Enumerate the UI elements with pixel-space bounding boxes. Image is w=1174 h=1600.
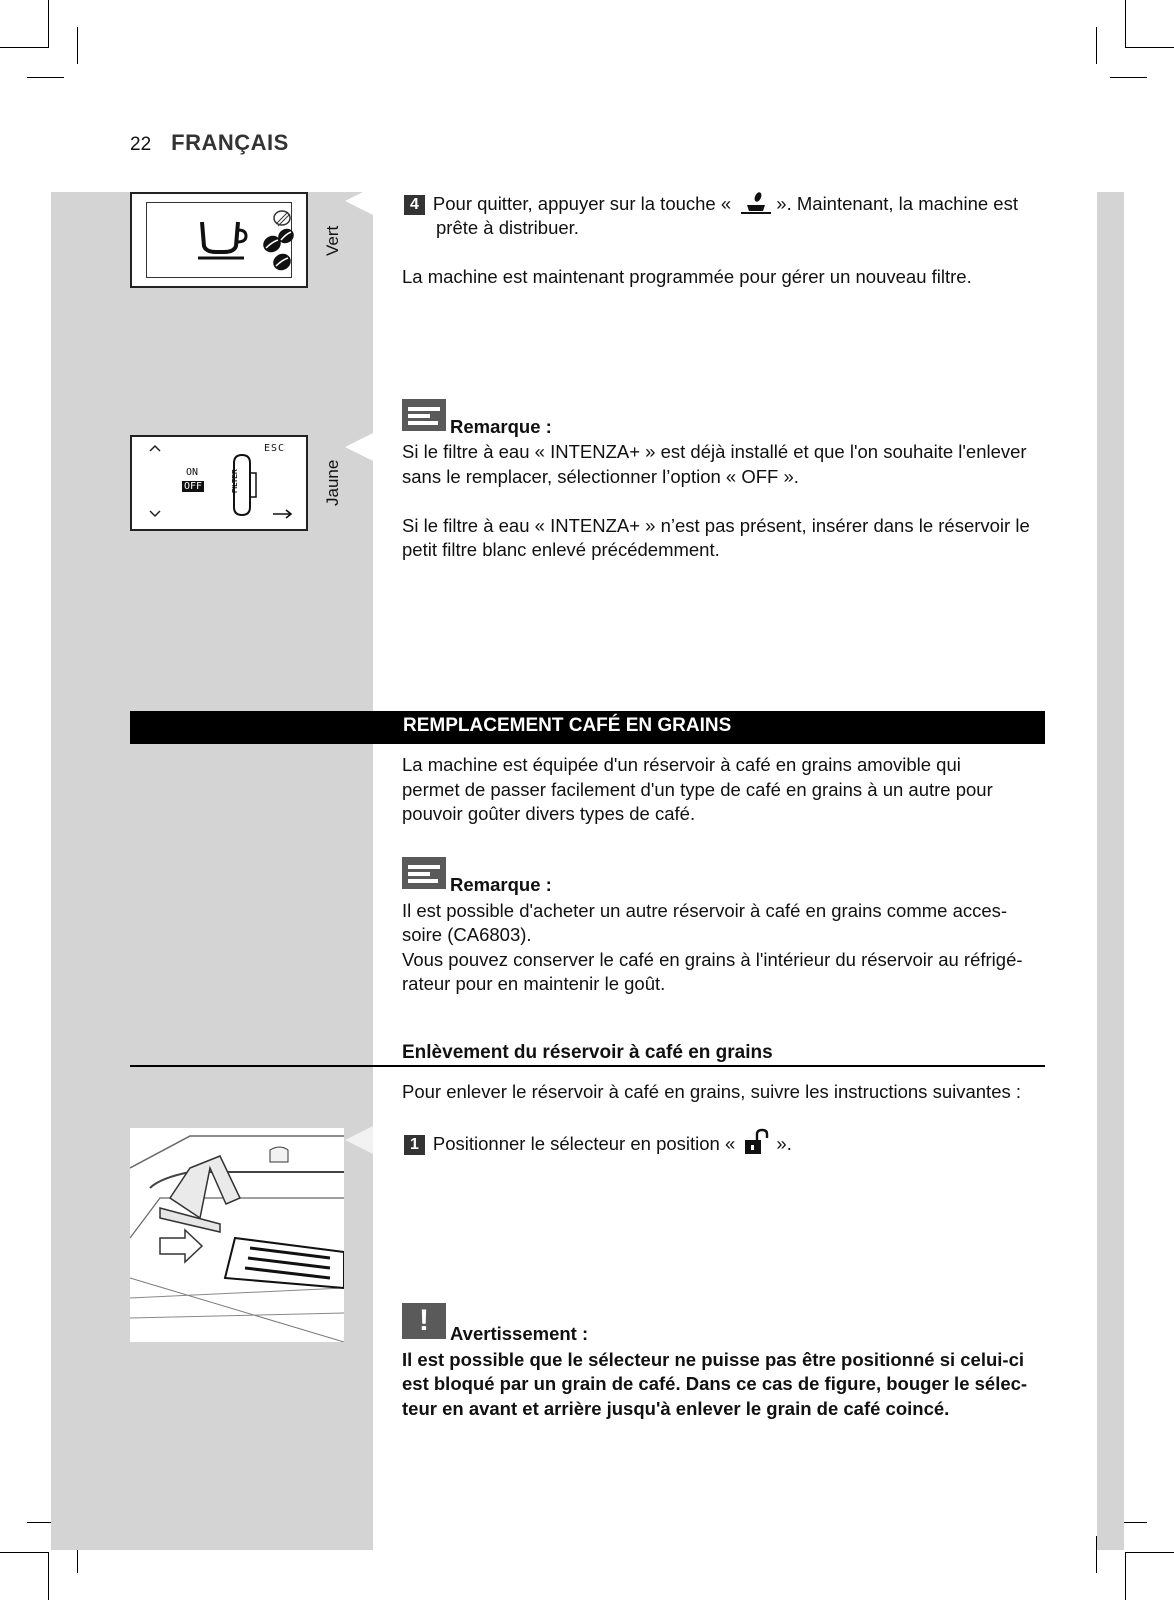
display-label-jaune: Jaune	[323, 459, 342, 506]
note2-line2: soire (CA6803).	[402, 924, 532, 945]
step-text-end: ». Maintenant, la machine est	[776, 193, 1018, 214]
step-text-end: ».	[776, 1133, 792, 1154]
page-header	[130, 130, 289, 156]
right-margin-band	[1097, 192, 1124, 1550]
note-title: Remarque :	[450, 416, 552, 437]
arrow-right-icon	[272, 509, 294, 519]
paragraph-remove: Pour enlever le réservoir à café en grains, suivre les instructions suivantes :	[402, 1081, 1022, 1102]
display-figure-vert	[130, 192, 308, 288]
left-margin-band	[51, 192, 373, 1550]
note1-line2: sans le remplacer, sélectionner l’option « OFF ».	[402, 466, 799, 487]
section-title: REMPLACEMENT CAFÉ EN GRAINS	[403, 715, 732, 736]
warning-icon: !	[402, 1303, 446, 1339]
figure-pointer	[345, 433, 373, 461]
display-figure-jaune	[130, 435, 308, 531]
esc-label: ESC	[264, 443, 286, 454]
cup-icon	[194, 216, 254, 266]
step-text: Pour quitter, appuyer sur la touche «	[432, 193, 732, 214]
step-1	[404, 1128, 1044, 1157]
section-heading-bar	[130, 711, 1045, 744]
on-option: ON	[186, 467, 199, 478]
page-number: 22	[130, 134, 152, 155]
note1-line3: Si le filtre à eau « INTENZA+ » n’est pas présent, insérer dans le réservoir le	[402, 515, 1030, 536]
step-4	[404, 191, 1044, 217]
step-text: Positionner le sélecteur en position «	[432, 1133, 736, 1154]
warning-line2: est bloqué par un grain de café. Dans ce cas de figure, bouger le sélec-	[402, 1373, 1028, 1394]
chevron-up-icon	[148, 443, 162, 453]
note2-line4: rateur pour en maintenir le goût.	[402, 973, 666, 994]
note2-line3: Vous pouvez conserver le café en grains à l'intérieur du réservoir au réfrigé-	[402, 949, 1023, 970]
hopper-drawing	[130, 1128, 344, 1342]
coffee-bean-strength-icon	[260, 202, 300, 282]
step-number: 1	[404, 1135, 425, 1155]
warning-line3: teur en avant et arrière jusqu'à enlever le grain de café coincé.	[402, 1398, 950, 1419]
paragraph-programmed: La machine est maintenant programmée pour gérer un nouveau filtre.	[402, 266, 972, 287]
chevron-down-icon	[148, 509, 162, 519]
intro-line3: pouvoir goûter divers types de café.	[402, 803, 696, 824]
off-option-selected: OFF	[184, 481, 203, 492]
warning-title: Avertissement :	[450, 1323, 589, 1344]
intro-line2: permet de passer facilement d'un type de café en grains à un autre pour	[402, 779, 993, 800]
note-title: Remarque :	[450, 874, 552, 895]
language-title: FRANÇAIS	[171, 130, 289, 155]
intro-line1: La machine est équipée d'un réservoir à café en grains amovible qui	[402, 754, 961, 775]
subsection-rule	[130, 1065, 1045, 1067]
bean-hopper-illustration	[130, 1128, 344, 1342]
coffee-menu-icon	[739, 191, 773, 215]
note1-line1: Si le filtre à eau « INTENZA+ » est déjà installé et que l'on souhaite l'enlever	[402, 441, 1027, 462]
warning-line1: Il est possible que le sélecteur ne puisse pas être positionné si celui-ci	[402, 1349, 1025, 1370]
step-number: 4	[404, 195, 425, 215]
unlock-icon	[743, 1128, 773, 1156]
filter-text: FILTER	[232, 469, 239, 493]
note-icon	[402, 399, 446, 431]
note1-line4: petit filtre blanc enlevé précédemment.	[402, 539, 720, 560]
subsection-title: Enlèvement du réservoir à café en grains	[402, 1042, 773, 1063]
step-4-line2: prête à distribuer.	[436, 217, 579, 238]
note-icon	[402, 857, 446, 889]
figure-pointer	[345, 187, 373, 215]
figure-pointer	[345, 1126, 373, 1154]
note2-line1: Il est possible d'acheter un autre réservoir à café en grains comme acces-	[402, 900, 1008, 921]
display-label-vert: Vert	[323, 225, 342, 256]
